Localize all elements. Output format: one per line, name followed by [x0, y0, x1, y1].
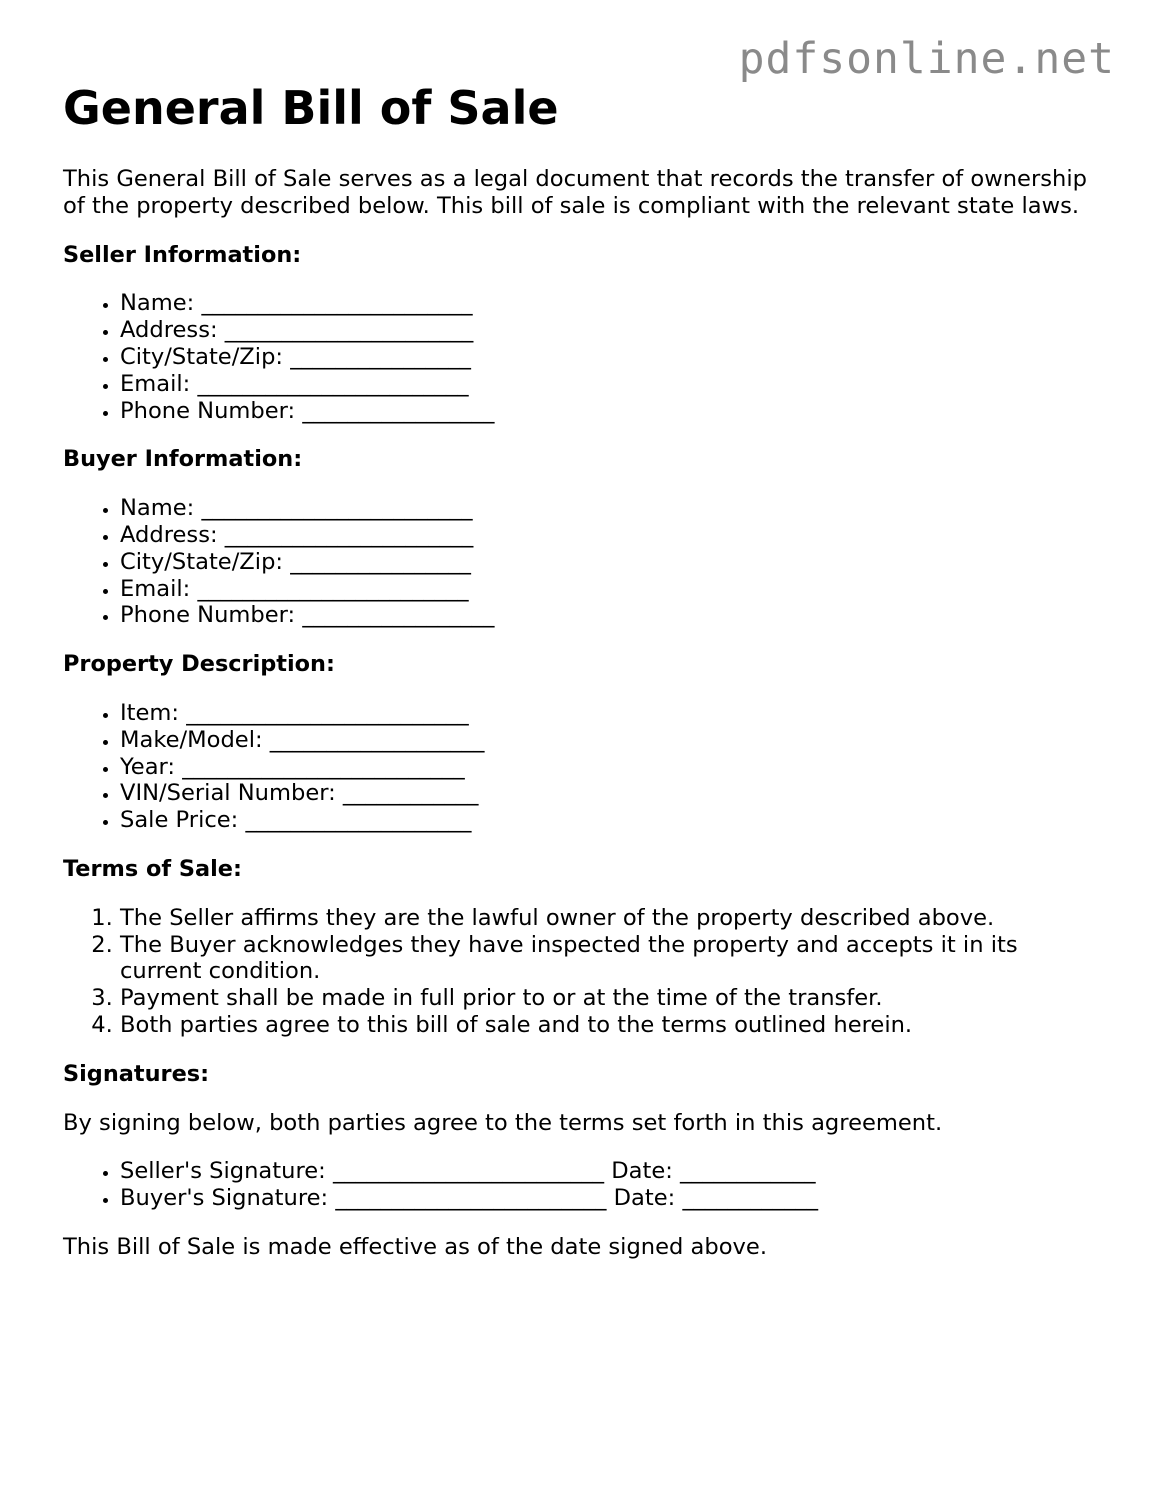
seller-name-field: • Name: ________________________ — [120, 290, 1103, 317]
property-heading: Property Description: — [63, 651, 335, 678]
property-sale-price-field: • Sale Price: ____________________ — [120, 807, 1103, 834]
closing-statement: This Bill of Sale is made effective as of the date signed above. — [63, 1233, 768, 1260]
buyer-email-field: • Email: ________________________ — [120, 576, 1103, 603]
seller-address-field: • Address: ______________________ — [120, 317, 1103, 344]
buyer-field-list — [63, 495, 1103, 629]
seller-email-field: • Email: ________________________ — [120, 371, 1103, 398]
seller-heading: Seller Information: — [63, 241, 302, 268]
term-item: 4. Both parties agree to this bill of sale and to the terms outlined herein. — [120, 1012, 1103, 1039]
property-item-field: • Item: _________________________ — [120, 700, 1103, 727]
watermark-text: pdfsonline.net — [738, 34, 1115, 84]
property-make-model-field: • Make/Model: ___________________ — [120, 727, 1103, 754]
term-item: 2. The Buyer acknowledges they have inspected the property and accepts it in its current condition. — [120, 932, 1103, 986]
terms-list — [63, 905, 1103, 1039]
seller-city-state-zip-field: • City/State/Zip: ________________ — [120, 344, 1103, 371]
signatures-heading: Signatures: — [63, 1060, 210, 1087]
intro-paragraph: This General Bill of Sale serves as a legal document that records the transfer of ownership of the property described below. This bill of sale is compliant with the relevant state laws. — [63, 166, 1087, 219]
signatures-intro: By signing below, both parties agree to the terms set forth in this agreement. — [63, 1109, 943, 1136]
seller-phone-field: • Phone Number: _________________ — [120, 398, 1103, 425]
seller-field-list — [63, 290, 1103, 424]
buyer-city-state-zip-field: • City/State/Zip: ________________ — [120, 549, 1103, 576]
property-field-list — [63, 700, 1103, 834]
buyer-signature-line: • Buyer's Signature: ________________________ Date: ____________ — [120, 1185, 1103, 1212]
signature-list — [63, 1158, 1103, 1212]
buyer-name-field: • Name: ________________________ — [120, 495, 1103, 522]
property-year-field: • Year: _________________________ — [120, 754, 1103, 781]
buyer-address-field: • Address: ______________________ — [120, 522, 1103, 549]
document-body — [63, 166, 1103, 1283]
term-item: 1. The Seller affirms they are the lawful owner of the property described above. — [120, 905, 1103, 932]
terms-heading: Terms of Sale: — [63, 855, 242, 882]
seller-signature-line: • Seller's Signature: ________________________ Date: ____________ — [120, 1158, 1103, 1185]
buyer-phone-field: • Phone Number: _________________ — [120, 602, 1103, 629]
term-item: 3. Payment shall be made in full prior to or at the time of the transfer. — [120, 985, 1103, 1012]
buyer-heading: Buyer Information: — [63, 446, 303, 473]
document-title: General Bill of Sale — [63, 81, 559, 135]
property-vin-field: • VIN/Serial Number: ____________ — [120, 780, 1103, 807]
